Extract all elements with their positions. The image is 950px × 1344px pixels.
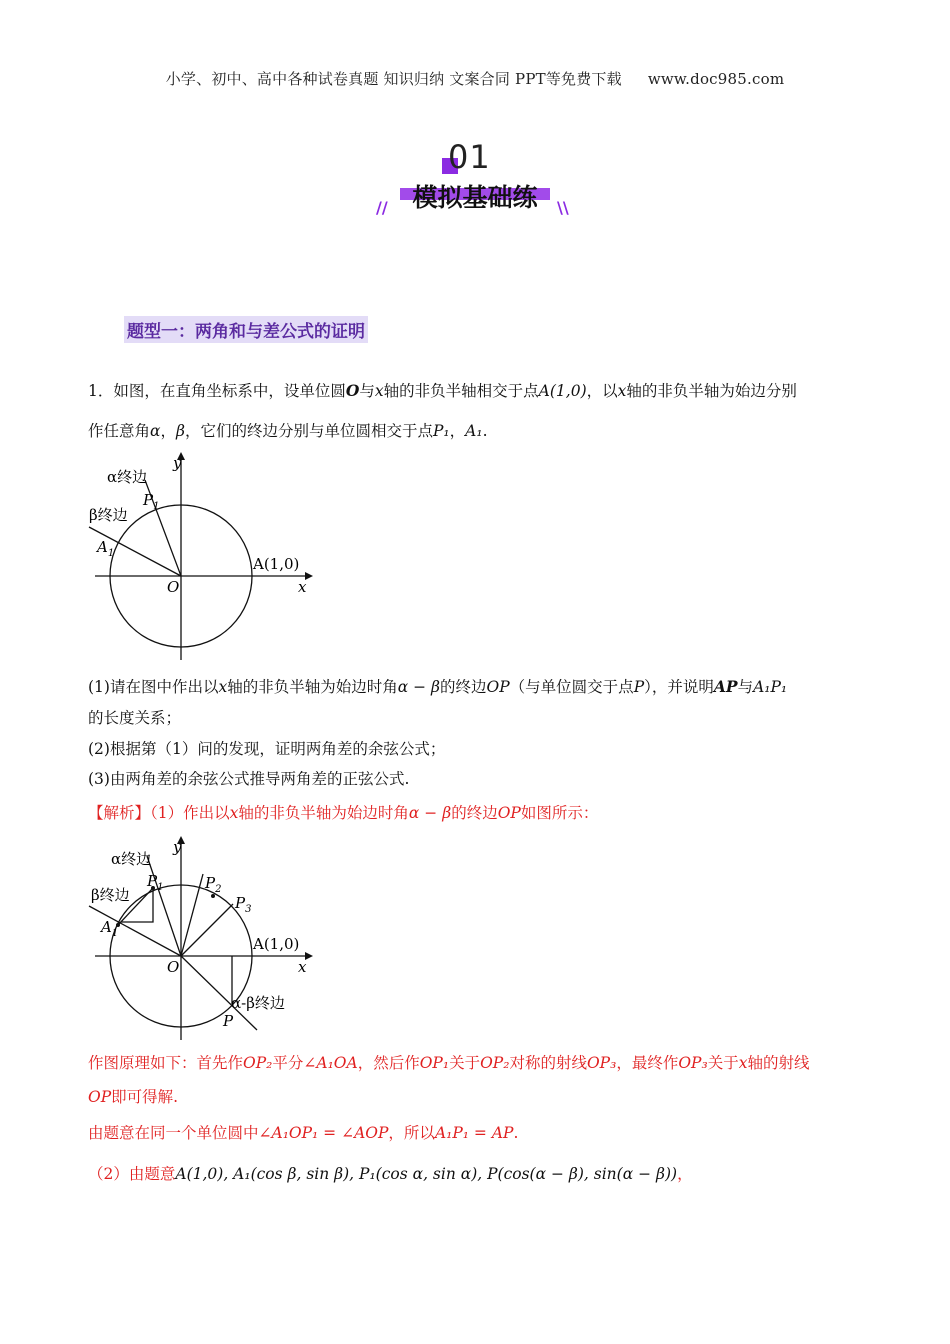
- op3-ray: [181, 904, 233, 956]
- fig1-x-label: x: [298, 578, 307, 596]
- section-badge: [370, 138, 580, 228]
- op-ray: [181, 956, 257, 1030]
- header-text: 小学、初中、高中各种试卷真题 知识归纳 文案合同 PPT等免费下载: [165, 70, 622, 88]
- fig1-y-label: y: [173, 454, 182, 472]
- fig2-p2-label: $P_2$: [205, 874, 222, 895]
- fig2-y-label: y: [173, 838, 182, 856]
- fig1-beta-edge: β终边: [89, 506, 128, 524]
- figure-2: [85, 836, 325, 1044]
- badge-title: 模拟基础练: [412, 183, 538, 212]
- fig1-p1-label: $P_1$: [143, 491, 160, 512]
- fig2-origin-label: O: [167, 958, 180, 976]
- fig2-p-label: P: [223, 1012, 234, 1030]
- problem-line-2: 作任意角α，β，它们的终边分别与单位圆相交于点P₁，A₁.: [88, 422, 488, 440]
- fig2-x-label: x: [298, 958, 307, 976]
- solution-line-4: （2）由题意A(1,0), A₁(cos β, sin β), P₁(cos α, sin α), P(cos(α − β), sin(α − β))，: [88, 1165, 693, 1183]
- figure-1: [85, 452, 325, 664]
- fig1-a-label: A(1,0): [253, 555, 300, 573]
- fig1-a1-label: $A_1$: [97, 538, 115, 559]
- solution-line-1: 【解析】（1）作出以x轴的非负半轴为始边时角α − β的终边OP如图所示：: [88, 804, 599, 822]
- badge-right-deco: \\: [557, 198, 569, 217]
- fig1-origin-label: O: [167, 578, 180, 596]
- question-2: (2)根据第（1）问的发现，证明两角差的余弦公式；: [88, 740, 446, 758]
- fig2-p1-label: $P_1$: [147, 872, 164, 893]
- header-site: www.doc985.com: [647, 70, 785, 88]
- problem-line-1: 1．如图，在直角坐标系中，设单位圆O与x轴的非负半轴相交于点A(1,0)，以x轴的非负半轴为始边分别: [88, 381, 797, 400]
- page-header: [0, 68, 950, 89]
- fig2-beta-edge: β终边: [91, 886, 130, 904]
- badge-number: 01: [448, 138, 491, 176]
- question-3: (3)由两角差的余弦公式推导两角差的正弦公式.: [88, 770, 410, 788]
- question-1-line-1: (1)请在图中作出以x轴的非负半轴为始边时角α − β的终边OP（与单位圆交于点P），并说明AP与A₁P₁: [88, 677, 788, 696]
- question-1-line-2: 的长度关系；: [88, 709, 182, 727]
- fig2-p3-label: $P_3$: [235, 894, 252, 915]
- solution-reason-line-1: 作图原理如下：首先作OP₂平分∠A₁OA，然后作OP₁关于OP₂对称的射线OP₃，最终作OP₃关于x轴的射线: [88, 1054, 810, 1072]
- solution-line-3: 由题意在同一个单位圆中∠A₁OP₁ = ∠AOP，所以A₁P₁ = AP.: [88, 1124, 519, 1142]
- fig2-a1-label: $A_1$: [101, 918, 119, 939]
- solution-reason-line-2: OP即可得解.: [88, 1088, 179, 1106]
- section-title: 题型一：两角和与差公式的证明: [124, 316, 368, 343]
- fig2-alpha-edge: α终边: [111, 850, 152, 868]
- fig1-alpha-edge: α终边: [107, 468, 148, 486]
- fig2-a-label: A(1,0): [253, 935, 300, 953]
- fig2-ab-edge: α-β终边: [231, 994, 285, 1012]
- badge-left-deco: //: [376, 198, 388, 217]
